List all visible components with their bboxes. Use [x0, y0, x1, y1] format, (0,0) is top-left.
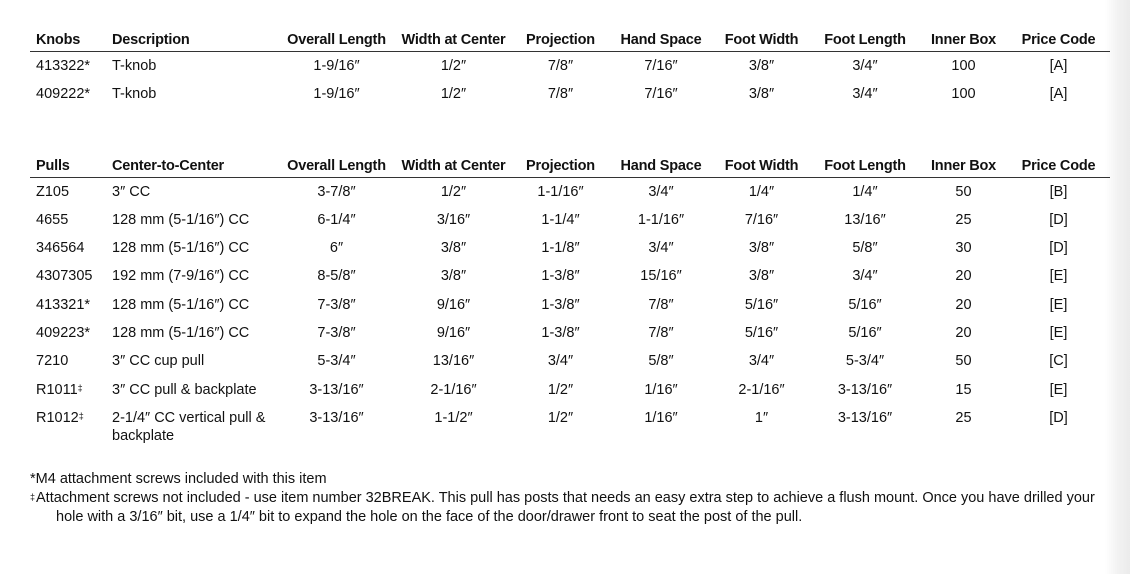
header-hand-space: Hand Space: [620, 158, 702, 174]
double-dagger-mark: ‡: [77, 382, 83, 393]
description: 3″ CC pull & backplate: [112, 381, 257, 398]
table-row: [30, 52, 1110, 80]
width-at-center: 9/16″: [436, 324, 471, 341]
hand-space: 1-1/16″: [637, 211, 685, 228]
item-number: [30, 404, 112, 445]
width-at-center: 1/2″: [440, 58, 467, 74]
item-number: 409223*: [36, 324, 91, 341]
table-row: [30, 376, 1110, 404]
table-row: [30, 319, 1110, 347]
hand-space: 3/4″: [648, 184, 674, 200]
table-row: [30, 291, 1110, 319]
hand-space: 5/8″: [648, 353, 674, 370]
overall-length: 3-13/16″: [309, 381, 364, 398]
projection: 1/2″: [547, 409, 574, 426]
foot-width: 3/8″: [748, 240, 775, 257]
item-number-text: R1011: [36, 381, 78, 398]
knobs-table: [30, 27, 1110, 108]
hand-space: 7/16″: [644, 85, 678, 102]
item-number: 413322*: [36, 58, 91, 74]
pulls-header-row: [30, 153, 1110, 178]
inner-box: 50: [955, 353, 972, 370]
projection: 1-1/4″: [541, 211, 580, 228]
width-at-center: 1/2″: [440, 184, 467, 200]
width-at-center: 9/16″: [436, 296, 471, 313]
double-dagger-mark: ‡: [78, 410, 84, 421]
footnotes: [30, 470, 1115, 527]
price-code: [B]: [1049, 184, 1068, 200]
footnote-double-dagger-text: Attachment screws not included - use item number 32BREAK. This pull has posts that needs an easy extra step to achieve a flush mount. Once you have drilled your hole with a 3/16″ bit, use a 1/4″ bit to expand the hole on the face of the door/drawer front to seat the post of the pull.: [36, 490, 1095, 525]
inner-box: 25: [955, 211, 972, 228]
footnote-double-dagger: [30, 489, 1115, 527]
price-code: [D]: [1049, 211, 1068, 228]
projection: 1-1/16″: [537, 184, 584, 200]
price-code: [A]: [1049, 58, 1068, 74]
description: 128 mm (5-1/16″) CC: [112, 211, 250, 228]
pulls-table: [30, 153, 1110, 445]
header-width-at-center: Width at Center: [401, 32, 506, 48]
description: 192 mm (7-9/16″) CC: [112, 268, 250, 285]
description: T-knob: [112, 85, 157, 102]
overall-length: 3-13/16″: [309, 409, 364, 426]
item-number: 7210: [36, 353, 69, 370]
header-inner-box: Inner Box: [930, 32, 997, 48]
overall-length: 6-1/4″: [317, 211, 356, 228]
foot-width: 1″: [754, 409, 769, 426]
overall-length: 3-7/8″: [317, 184, 356, 200]
overall-length: 7-3/8″: [317, 324, 356, 341]
width-at-center: 3/16″: [436, 211, 471, 228]
foot-width: 3/8″: [748, 58, 775, 74]
price-code: [D]: [1049, 240, 1068, 257]
inner-box: 50: [955, 184, 972, 200]
hand-space: 15/16″: [640, 268, 682, 285]
item-number-text: R1012: [36, 409, 79, 426]
projection: 1-1/8″: [541, 240, 580, 257]
foot-length: 3/4″: [852, 268, 878, 285]
width-at-center: 1/2″: [440, 85, 467, 102]
price-code: [E]: [1049, 268, 1068, 285]
projection: 7/8″: [547, 85, 574, 102]
foot-width: 2-1/16″: [738, 381, 785, 398]
table-row: [30, 80, 1110, 108]
header-overall-length: Overall Length: [287, 32, 386, 48]
inner-box: 20: [955, 324, 972, 341]
header-foot-width: Foot Width: [724, 32, 799, 48]
header-foot-length: Foot Length: [824, 158, 906, 174]
header-projection: Projection: [526, 32, 595, 48]
projection: 1-3/8″: [541, 296, 580, 313]
table-row: [30, 404, 1110, 445]
item-number: [30, 376, 112, 404]
projection: 1-3/8″: [541, 324, 580, 341]
inner-box: 25: [955, 409, 972, 426]
hand-space: 3/4″: [648, 240, 674, 257]
foot-length: 5-3/4″: [845, 353, 885, 370]
description: 128 mm (5-1/16″) CC: [112, 240, 250, 257]
header-overall-length: Overall Length: [287, 158, 386, 174]
price-code: [D]: [1049, 409, 1068, 426]
item-number: Z105: [36, 184, 70, 200]
header-pulls: Pulls: [36, 158, 70, 174]
projection: 3/4″: [547, 353, 574, 370]
width-at-center: 1-1/2″: [434, 409, 473, 426]
overall-length: 1-9/16″: [313, 58, 360, 74]
price-code: [E]: [1049, 381, 1068, 398]
price-code: [C]: [1049, 353, 1068, 370]
width-at-center: 2-1/16″: [430, 381, 477, 398]
foot-length: 3/4″: [852, 85, 878, 102]
foot-width: 7/16″: [744, 211, 779, 228]
header-foot-width: Foot Width: [724, 158, 799, 174]
price-code: [E]: [1049, 296, 1068, 313]
inner-box: 20: [955, 296, 972, 313]
header-width-at-center: Width at Center: [401, 158, 506, 174]
foot-length: 3-13/16″: [837, 381, 893, 398]
overall-length: 1-9/16″: [313, 85, 360, 102]
overall-length: 8-5/8″: [317, 268, 356, 285]
description: 2-1/4″ CC vertical pull & backplate: [112, 409, 266, 444]
inner-box: 15: [955, 381, 972, 398]
description: 3″ CC: [112, 184, 151, 200]
table-row: [30, 206, 1110, 234]
foot-width: 3/4″: [748, 353, 775, 370]
header-projection: Projection: [526, 158, 595, 174]
hand-space: 1/16″: [644, 409, 678, 426]
hand-space: 7/16″: [644, 58, 678, 74]
header-price-code: Price Code: [1021, 158, 1096, 174]
foot-length: 13/16″: [844, 211, 886, 228]
item-number: 4655: [36, 211, 69, 228]
foot-length: 5/16″: [848, 296, 882, 313]
item-number: 409222*: [36, 85, 91, 102]
item-number: 4307305: [36, 268, 93, 285]
description: 128 mm (5-1/16″) CC: [112, 324, 250, 341]
foot-width: 3/8″: [748, 85, 775, 102]
overall-length: 6″: [329, 240, 344, 257]
width-at-center: 3/8″: [440, 240, 467, 257]
price-code: [A]: [1049, 85, 1068, 102]
foot-length: 3-13/16″: [837, 409, 893, 426]
projection: 1-3/8″: [541, 268, 580, 285]
foot-width: 5/16″: [744, 296, 779, 313]
header-inner-box: Inner Box: [930, 158, 997, 174]
foot-length: 3/4″: [852, 58, 878, 74]
header-price-code: Price Code: [1021, 32, 1096, 48]
foot-length: 5/8″: [852, 240, 878, 257]
hand-space: 1/16″: [644, 381, 678, 398]
header-center-to-center: Center-to-Center: [112, 158, 224, 174]
item-number: 346564: [36, 240, 85, 257]
projection: 1/2″: [547, 381, 574, 398]
price-code: [E]: [1049, 324, 1068, 341]
inner-box: 20: [955, 268, 972, 285]
header-description: Description: [112, 32, 190, 48]
inner-box: 100: [951, 58, 976, 74]
footnote-asterisk: *M4 attachment screws included with this item: [30, 471, 327, 487]
inner-box: 100: [951, 85, 976, 102]
hand-space: 7/8″: [648, 296, 674, 313]
foot-length: 1/4″: [852, 184, 878, 200]
description: 128 mm (5-1/16″) CC: [112, 296, 250, 313]
width-at-center: 13/16″: [432, 353, 475, 370]
foot-width: 3/8″: [748, 268, 775, 285]
double-dagger-mark: ‡: [30, 492, 36, 502]
table-row: [30, 347, 1110, 375]
header-hand-space: Hand Space: [620, 32, 702, 48]
foot-width: 1/4″: [748, 184, 775, 200]
header-foot-length: Foot Length: [824, 32, 906, 48]
item-number: 413321*: [36, 296, 91, 313]
knobs-header-row: [30, 27, 1110, 52]
foot-length: 5/16″: [848, 324, 882, 341]
description: T-knob: [112, 58, 157, 74]
table-row: [30, 234, 1110, 262]
hand-space: 7/8″: [648, 324, 674, 341]
overall-length: 5-3/4″: [317, 353, 356, 370]
foot-width: 5/16″: [744, 324, 779, 341]
inner-box: 30: [955, 240, 972, 257]
width-at-center: 3/8″: [440, 268, 467, 285]
table-row: [30, 178, 1110, 206]
projection: 7/8″: [547, 58, 574, 74]
table-row: [30, 262, 1110, 290]
header-knobs: Knobs: [36, 32, 81, 48]
overall-length: 7-3/8″: [317, 296, 356, 313]
description: 3″ CC cup pull: [112, 353, 205, 370]
